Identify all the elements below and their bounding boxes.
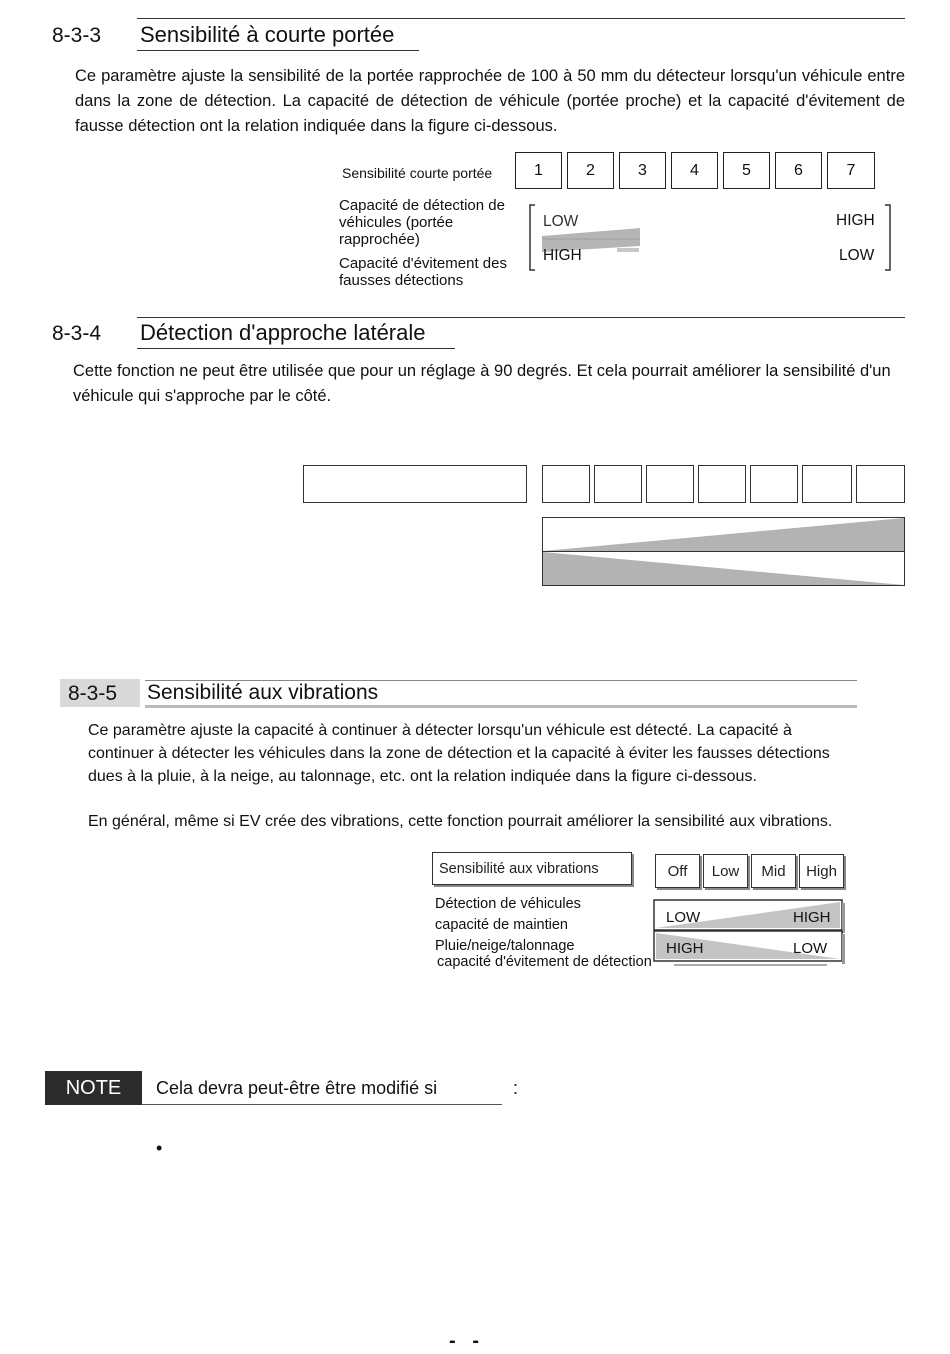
section-number-835: 8-3-5	[68, 682, 118, 705]
section-number-833: 8-3-3	[52, 24, 102, 47]
fig835-row1-label-a: Détection de véhicules	[435, 896, 581, 912]
fig833-header-label: Sensibilité courte portée	[342, 165, 493, 181]
fig833-level-5: 5	[723, 152, 770, 189]
fig835-row1-right: HIGH	[793, 909, 831, 926]
fig833-row1-label: Capacité de détection de véhicules (portée rapprochée)	[339, 197, 505, 248]
note-text: Cela devra peut-être être modifié si	[156, 1078, 438, 1098]
fig835-level-low: Low	[703, 854, 748, 888]
paragraph-835-a: Ce paramètre ajuste la capacité à continuer à détecter lorsqu'un véhicule est détecté. La capacité à continuer à détecter les véhicules dans la zone de détection et la capacité à éviter les fausses détections dues à la pluie, à la neige, au talonnage, etc. ont la relation indiquée dans la figure ci-dessous.	[88, 722, 830, 785]
fig834-gradient-graphic	[542, 517, 905, 586]
fig834-level-cell	[750, 465, 798, 503]
rule-834-top	[137, 317, 905, 318]
note-bullet: •	[156, 1138, 163, 1158]
page-number: - -	[449, 1330, 479, 1352]
fig833-level-7: 7	[827, 152, 875, 189]
fig835-row1-left: LOW	[666, 909, 701, 926]
fig833-row2-left: HIGH	[543, 247, 582, 264]
fig835-row2-label-a: Pluie/neige/talonnage	[435, 938, 575, 954]
fig834-header-cell	[303, 465, 527, 503]
fig835-level-mid: Mid	[751, 854, 796, 888]
fig833-row1-left: LOW	[543, 213, 579, 230]
fig835-row2-label-b: capacité d'évitement de détection	[437, 954, 652, 970]
note-underline	[142, 1104, 502, 1105]
fig834-level-cell	[542, 465, 590, 503]
fig834-level-cell	[698, 465, 746, 503]
fig833-level-6: 6	[775, 152, 822, 189]
fig833-level-4: 4	[671, 152, 718, 189]
fig835-level-high: High	[799, 854, 844, 888]
rule-833-top	[137, 18, 905, 19]
fig834-level-cell	[594, 465, 642, 503]
paragraph-834: Cette fonction ne peut être utilisée que pour un réglage à 90 degrés. Et cela pourrait améliorer la sensibilité d'un véhicule qui s'approche par le côté.	[73, 362, 891, 405]
fig835-row2-left: HIGH	[666, 940, 704, 957]
paragraph-835-b: En général, même si EV crée des vibrations, cette fonction pourrait améliorer la sensibilité aux vibrations.	[88, 813, 833, 830]
section-title-835: Sensibilité aux vibrations	[147, 681, 379, 704]
section-number-834: 8-3-4	[52, 322, 102, 345]
fig835-level-off: Off	[655, 854, 700, 888]
fig833-row1-right: HIGH	[836, 212, 875, 229]
note-badge: NOTE	[45, 1071, 142, 1105]
fig835-row1-label-b: capacité de maintien	[435, 917, 568, 933]
note-colon: :	[513, 1078, 519, 1098]
rule-834-underline	[137, 348, 455, 349]
fig835-header-label: Sensibilité aux vibrations	[432, 852, 632, 885]
fig834-level-cell	[646, 465, 694, 503]
paragraph-833: Ce paramètre ajuste la sensibilité de la portée rapprochée de 100 à 50 mm du détecteur lorsqu'un véhicule entre dans la zone de détection. La capacité de détection de véhicule (portée proche) et la capacité d'évitement de fausse détection ont la relation indiquée dans la figure ci-dessous.	[75, 67, 905, 135]
fig835-row2-right: LOW	[793, 940, 828, 957]
fig834-level-cell	[856, 465, 905, 503]
rule-835-top	[145, 680, 857, 681]
section-title-834: Détection d'approche latérale	[140, 320, 426, 345]
fig833-level-3: 3	[619, 152, 666, 189]
section-title-833: Sensibilité à courte portée	[140, 22, 395, 47]
rule-833-underline	[137, 50, 419, 51]
fig833-level-1: 1	[515, 152, 562, 189]
rule-835-underline	[145, 705, 857, 708]
fig833-row2-label: Capacité d'évitement des fausses détections	[339, 255, 507, 289]
fig833-row2-right: LOW	[839, 247, 875, 264]
fig834-level-cell	[802, 465, 852, 503]
fig833-level-2: 2	[567, 152, 614, 189]
